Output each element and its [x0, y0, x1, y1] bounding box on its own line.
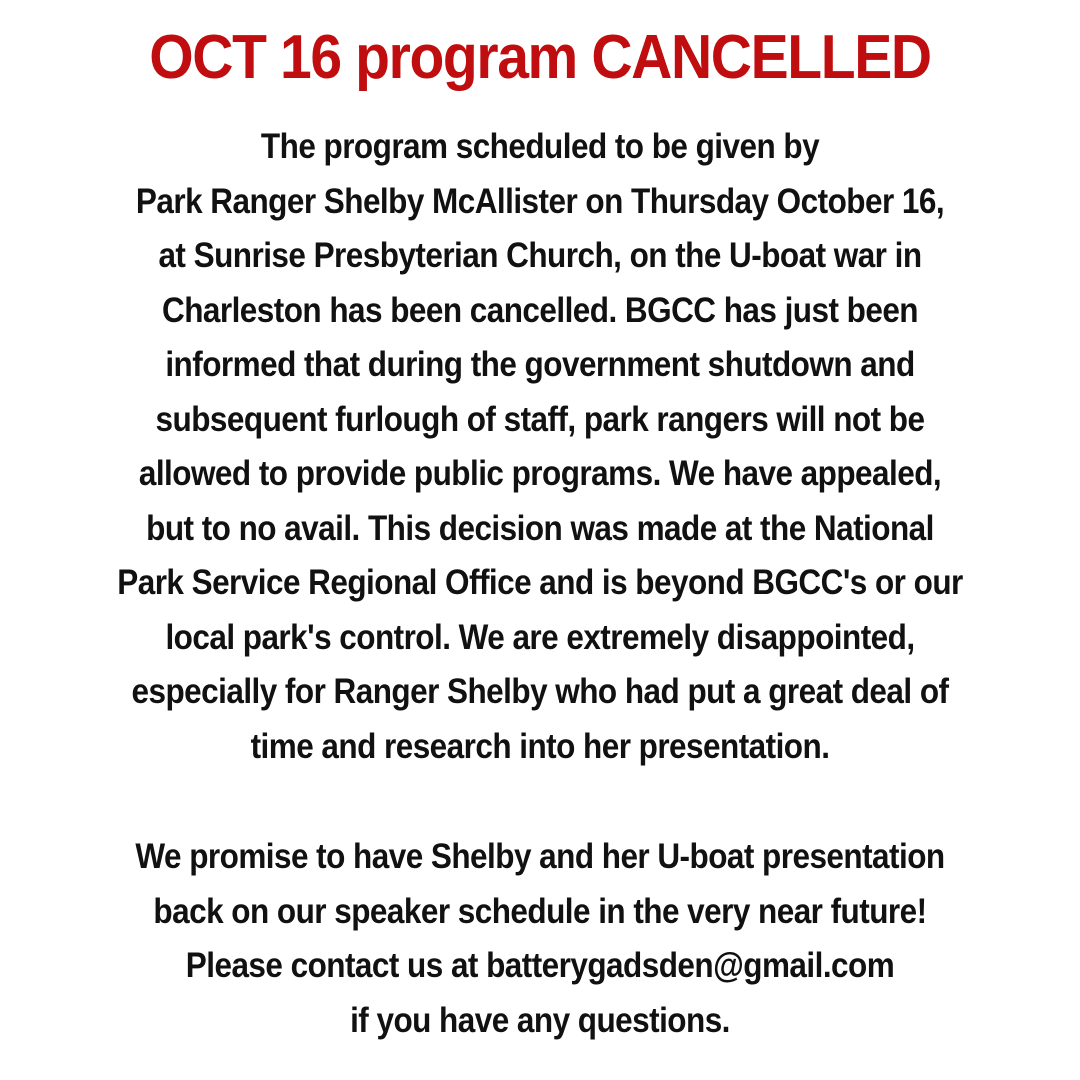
notice-paragraph-main	[20, 120, 1060, 774]
notice-line: We promise to have Shelby and her U-boat presentation	[135, 837, 945, 876]
notice-line: Park Ranger Shelby McAllister on Thursday October 16,	[135, 181, 945, 221]
notice-line: especially for Ranger Shelby who had put a great deal of	[131, 672, 949, 711]
headline: OCT 16 program CANCELLED	[149, 23, 931, 92]
notice-line: back on our speaker schedule in the very near future!	[153, 891, 927, 931]
notice-line: Charleston has been cancelled. BGCC has just been	[161, 290, 918, 330]
notice-line: but to no avail. This decision was made at the National	[146, 508, 934, 548]
notice-line: at Sunrise Presbyterian Church, on the U-boat war in	[158, 236, 922, 275]
notice-line: Park Service Regional Office and is beyond BGCC's or our	[117, 563, 963, 602]
notice-line: allowed to provide public programs. We have appealed,	[138, 454, 942, 493]
notice-line: time and research into her presentation.	[250, 726, 830, 766]
contact-email-line: Please contact us at batterygadsden@gmail.com	[185, 946, 895, 985]
notice-line: if you have any questions.	[350, 1000, 730, 1040]
notice-paragraph-followup	[20, 830, 1060, 1048]
notice-line: The program scheduled to be given by	[260, 127, 820, 166]
notice-line: subsequent furlough of staff, park rangers will not be	[155, 399, 925, 439]
notice-line: informed that during the government shutdown and	[165, 345, 915, 384]
notice-line: local park's control. We are extremely disappointed,	[165, 617, 915, 657]
